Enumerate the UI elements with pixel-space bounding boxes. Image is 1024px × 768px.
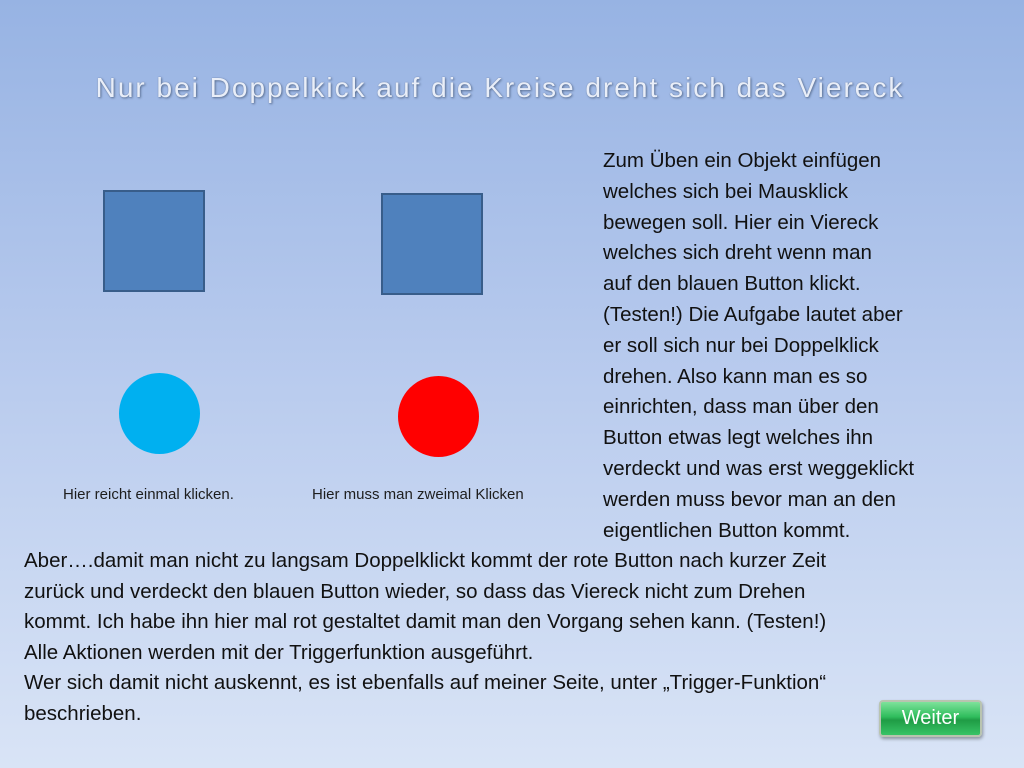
red-circle-button[interactable] xyxy=(398,376,479,457)
blue-circle-button[interactable] xyxy=(119,373,200,454)
bottom-text-line: beschrieben. xyxy=(24,701,142,725)
side-text-line: auf den blauen Button klickt. xyxy=(603,272,861,296)
slide-title: Nur bei Doppelkick auf die Kreise dreht sich das Viereck xyxy=(95,72,905,103)
bottom-text-line: zurück und verdeckt den blauen Button wieder, so dass das Viereck nicht zum Drehen xyxy=(24,579,806,603)
bottom-text-line: kommt. Ich habe ihn hier mal rot gestaltet damit man den Vorgang sehen kann. (Testen!) xyxy=(24,610,827,633)
side-text-line: er soll sich nur bei Doppelklick xyxy=(603,333,879,357)
bottom-description xyxy=(24,546,984,729)
side-text-line: bewegen soll. Hier ein Viereck xyxy=(603,210,879,234)
caption-single-click: Hier reicht einmal klicken. xyxy=(63,486,234,503)
side-description xyxy=(603,146,983,546)
square-left xyxy=(103,190,205,292)
bottom-text-line: Alle Aktionen werden mit der Triggerfunktion ausgeführt. xyxy=(24,640,534,664)
side-text-line: einrichten, dass man über den xyxy=(603,395,879,419)
bottom-text-line: Wer sich damit nicht auskennt, es ist ebenfalls auf meiner Seite, unter „Trigger-Funktion“ xyxy=(24,671,827,694)
bottom-text-line: Aber….damit man nicht zu langsam Doppelklickt kommt der rote Button nach kurzer Zeit xyxy=(24,549,827,572)
caption-double-click: Hier muss man zweimal Klicken xyxy=(312,486,524,503)
square-right xyxy=(381,193,483,295)
side-text-line: (Testen!) Die Aufgabe lautet aber xyxy=(603,302,903,326)
side-text-line: verdeckt und was erst weggeklickt xyxy=(603,456,915,480)
side-text-line: Zum Üben ein Objekt einfügen xyxy=(603,149,882,172)
side-text-line: eigentlichen Button kommt. xyxy=(603,518,851,542)
side-text-line: drehen. Also kann man es so xyxy=(603,364,868,388)
side-text-line: Button etwas legt welches ihn xyxy=(603,426,874,450)
side-text-line: welches sich bei Mausklick xyxy=(603,179,848,203)
side-text-line: werden muss bevor man an den xyxy=(603,487,896,511)
side-text-line: welches sich dreht wenn man xyxy=(603,241,872,265)
weiter-button[interactable]: Weiter xyxy=(879,700,982,737)
